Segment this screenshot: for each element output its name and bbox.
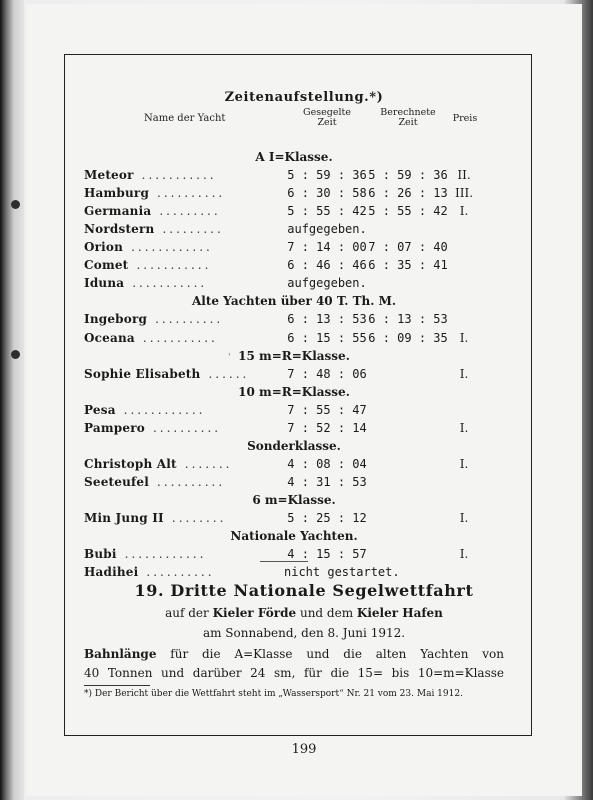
sailed-time: 7 : 48 : 06 [287, 366, 367, 381]
calculated-time: 5 : 59 : 36 [368, 168, 448, 183]
sailed-time: 6 : 13 : 53 [287, 312, 367, 327]
table-row [26, 403, 582, 421]
prize: I. [459, 420, 469, 435]
sailed-time: 5 : 25 : 12 [287, 511, 367, 525]
class-header-row [26, 294, 582, 312]
race-location: auf der Kieler Förde und dem Kieler Hafen [165, 606, 443, 620]
leader-dots: .......... [146, 565, 215, 580]
yacht-name: Min Jung II [84, 511, 164, 525]
class-header-row [26, 439, 582, 457]
calculated-time: 7 : 07 : 40 [368, 240, 448, 255]
table-row [26, 258, 582, 276]
sailed-time: 4 : 31 : 53 [287, 474, 367, 489]
table-row [26, 421, 582, 439]
prize: I. [459, 204, 469, 219]
yacht-name: Sophie Elisabeth [84, 366, 201, 381]
table-row [26, 276, 582, 294]
yacht-name: Ingeborg [84, 312, 148, 327]
sailed-time: 4 : 08 : 04 [287, 456, 367, 471]
class-header-row [26, 493, 582, 511]
class-header-row [26, 529, 582, 547]
column-header-name: Name der Yacht [144, 113, 226, 124]
class-header: A I=Klasse. [255, 150, 333, 164]
leader-dots: ........... [136, 258, 212, 273]
sailed-time: 7 : 52 : 14 [287, 420, 367, 435]
yacht-name: Pampero [84, 420, 145, 435]
yacht-name: Germania [84, 204, 152, 219]
leader-dots: ............ [131, 240, 213, 255]
yacht-name: Bubi [84, 547, 117, 562]
race-date: am Sonnabend, den 8. Juni 1912. [202, 626, 406, 640]
binding-mark [11, 350, 20, 359]
calculated-time: 5 : 55 : 42 [368, 204, 448, 219]
race-title: 19. Dritte Nationale Segelwettfahrt [134, 581, 474, 600]
yacht-name: Nordstern [84, 222, 155, 237]
course-length-line-1: Bahnlänge für die A=Klasse und die alten Yachten von [84, 647, 504, 661]
yacht-name: Hamburg [84, 186, 150, 201]
calculated-time: 6 : 26 : 13 [368, 186, 448, 201]
book-page [26, 4, 582, 796]
class-header-row [26, 349, 582, 367]
class-header: 6 m=Klasse. [252, 492, 336, 507]
calculated-time: 6 : 13 : 53 [368, 312, 448, 327]
yacht-name: Comet [84, 258, 129, 273]
table-row [26, 312, 582, 330]
sailed-time: 7 : 14 : 00 [287, 240, 367, 255]
prize: I. [459, 547, 469, 562]
section-separator [260, 561, 308, 562]
yacht-name: Iduna [84, 276, 125, 291]
sailed-time: 6 : 30 : 58 [287, 186, 367, 201]
class-header: 15 m=R=Klasse. [238, 348, 350, 363]
sailed-time: nicht gestartet. [284, 565, 400, 580]
yacht-name: Pesa [84, 402, 116, 417]
course-length-line-2: 40 Tonnen und darüber 24 sm, für die 15= bis 10=m=Klasse [84, 666, 504, 680]
leader-dots: ........ [171, 511, 227, 525]
yacht-name: Seeteufel [84, 474, 149, 489]
sailed-time: 5 : 59 : 36 [287, 168, 367, 183]
footnote: *) Der Bericht über die Wettfahrt steht im „Wassersport“ Nr. 21 vom 23. Mai 1912. [84, 689, 463, 699]
calculated-time: 6 : 35 : 41 [368, 258, 448, 273]
yacht-name: Orion [84, 240, 124, 255]
class-header: Nationale Yachten. [230, 529, 358, 544]
column-header-berechnet: Berechnete Zeit [380, 107, 436, 128]
table-row [26, 204, 582, 222]
table-row [26, 547, 582, 565]
class-header: Alte Yachten über 40 T. Th. M. [191, 294, 397, 309]
yacht-name: Oceana [84, 330, 135, 345]
yacht-name: Hadihei [84, 565, 139, 580]
sailed-time: 7 : 55 : 47 [287, 402, 367, 417]
prize: I. [459, 366, 469, 381]
prize: III. [454, 186, 474, 201]
prize: I. [459, 330, 469, 345]
leader-dots: .......... [155, 312, 224, 327]
leader-dots: ......... [159, 204, 221, 219]
leader-dots: ........... [142, 330, 218, 345]
leader-dots: .......... [157, 186, 226, 201]
table-row [26, 222, 582, 240]
class-header-row [26, 150, 582, 168]
column-header-gesegelt: Gesegelte Zeit [303, 107, 351, 128]
class-header-row [26, 385, 582, 403]
table-row [26, 457, 582, 475]
leader-dots: ............ [124, 547, 207, 562]
sailed-time: aufgegeben. [287, 222, 367, 237]
ink-mark: ' [228, 353, 231, 363]
sailed-time: 6 : 46 : 46 [287, 258, 367, 273]
table-row [26, 331, 582, 349]
footnote-rule [84, 685, 150, 686]
prize: I. [459, 456, 469, 471]
table-row [26, 240, 582, 258]
sailed-time: 6 : 15 : 55 [287, 330, 367, 345]
prize: II. [457, 168, 471, 183]
prize: I. [459, 511, 469, 525]
leader-dots: ........... [141, 168, 217, 183]
leader-dots: ........... [132, 276, 208, 291]
sailed-time: 4 : 15 : 57 [287, 547, 367, 562]
table-row [26, 367, 582, 385]
table-title: Zeitenaufstellung.*) [224, 90, 384, 105]
page-number: 199 [291, 742, 317, 757]
table-row [26, 186, 582, 204]
leader-dots: ...... [208, 366, 250, 381]
leader-dots: ......... [162, 222, 224, 237]
sailed-time: aufgegeben. [287, 276, 367, 291]
sailed-time: 5 : 55 : 42 [287, 204, 367, 219]
leader-dots: ....... [184, 456, 233, 471]
leader-dots: ............ [123, 402, 206, 417]
previous-page-edge [0, 0, 24, 800]
calculated-time: 6 : 09 : 35 [368, 330, 448, 345]
table-row [26, 475, 582, 493]
yacht-name: Christoph Alt [84, 456, 177, 471]
binding-mark [11, 200, 20, 209]
leader-dots: .......... [157, 474, 226, 489]
column-header-preis: Preis [452, 113, 478, 124]
class-header: 10 m=R=Klasse. [238, 384, 350, 399]
class-header: Sonderklasse. [247, 438, 341, 453]
table-row [26, 168, 582, 186]
table-row [26, 511, 582, 529]
yacht-name: Meteor [84, 168, 134, 183]
leader-dots: .......... [152, 420, 222, 435]
